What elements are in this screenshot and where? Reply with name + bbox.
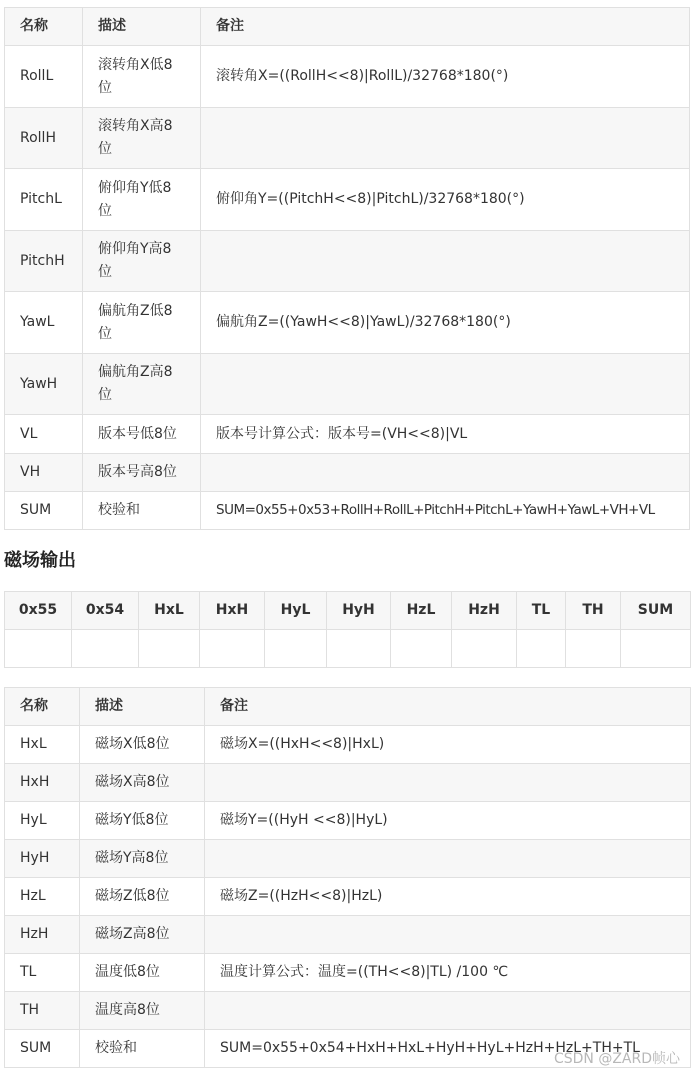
cell-note: 偏航角Z=((YawH<<8)|YawL)/32768*180(°) [201,292,690,354]
cell-description: 偏航角Z低8位 [83,292,201,354]
cell-name: RollH [5,108,83,169]
table-row [5,764,691,802]
cell-description: 磁场Z低8位 [80,878,205,916]
cell-description: 温度低8位 [80,954,205,992]
section-heading: 磁场输出 [4,550,76,571]
table-header-row [5,8,690,46]
cell-description: 滚转角X低8位 [83,46,201,108]
table-row [5,454,690,492]
table-row [5,802,691,840]
column-header-byte: HyL [265,592,327,630]
column-header-name: 名称 [5,688,80,726]
table-row [5,46,690,108]
cell-name: PitchL [5,169,83,231]
table-row [5,840,691,878]
cell-description: 磁场X高8位 [80,764,205,802]
empty-cell [621,630,691,668]
table-row [5,108,690,169]
empty-cell [517,630,566,668]
empty-cell [139,630,200,668]
cell-description: 磁场Y低8位 [80,802,205,840]
cell-note [205,840,691,878]
cell-description: 俯仰角Y高8位 [83,231,201,292]
empty-cell [452,630,517,668]
table-row [5,169,690,231]
table-row [5,954,691,992]
table-row [5,292,690,354]
table-row [5,231,690,292]
cell-name: TH [5,992,80,1030]
cell-note [201,454,690,492]
table-row [5,878,691,916]
cell-note: 俯仰角Y=((PitchH<<8)|PitchL)/32768*180(°) [201,169,690,231]
packet-layout-table [4,591,691,668]
cell-name: HzL [5,878,80,916]
cell-note [205,992,691,1030]
column-header-note: 备注 [201,8,690,46]
empty-cell [566,630,621,668]
cell-note [201,231,690,292]
cell-note: SUM=0x55+0x53+RollH+RollL+PitchH+PitchL+YawH+YawL+VH+VL [201,492,690,530]
empty-cell [5,630,72,668]
cell-name: SUM [5,1030,80,1068]
cell-name: TL [5,954,80,992]
cell-note: 磁场Z=((HzH<<8)|HzL) [205,878,691,916]
cell-name: SUM [5,492,83,530]
column-header-byte: 0x54 [72,592,139,630]
empty-cell [327,630,391,668]
cell-description: 磁场X低8位 [80,726,205,764]
empty-cell [72,630,139,668]
empty-cell [200,630,265,668]
cell-name: YawL [5,292,83,354]
table-header-row [5,688,691,726]
cell-description: 温度高8位 [80,992,205,1030]
column-header-byte: HxL [139,592,200,630]
table-header-row [5,592,691,630]
cell-note: SUM=0x55+0x54+HxH+HxL+HyH+HyL+HzH+HzL+TH+TL [205,1030,691,1068]
column-header-byte: HyH [327,592,391,630]
table-row [5,916,691,954]
cell-note: 版本号计算公式：版本号=(VH<<8)|VL [201,415,690,454]
table-row [5,354,690,415]
cell-description: 滚转角X高8位 [83,108,201,169]
cell-note: 磁场X=((HxH<<8)|HxL) [205,726,691,764]
column-header-name: 名称 [5,8,83,46]
cell-description: 校验和 [80,1030,205,1068]
column-header-description: 描述 [80,688,205,726]
cell-description: 版本号高8位 [83,454,201,492]
table-row [5,630,691,668]
column-header-description: 描述 [83,8,201,46]
column-header-byte: TH [566,592,621,630]
column-header-byte: HzH [452,592,517,630]
cell-note: 磁场Y=((HyH <<8)|HyL) [205,802,691,840]
table-row [5,415,690,454]
cell-name: PitchH [5,231,83,292]
column-header-note: 备注 [205,688,691,726]
cell-note: 温度计算公式：温度=((TH<<8)|TL) /100 ℃ [205,954,691,992]
cell-note [201,108,690,169]
table-row [5,726,691,764]
cell-name: YawH [5,354,83,415]
column-header-byte: HzL [391,592,452,630]
cell-description: 版本号低8位 [83,415,201,454]
table-row [5,992,691,1030]
table-row [5,492,690,530]
cell-name: HyL [5,802,80,840]
empty-cell [391,630,452,668]
column-header-byte: SUM [621,592,691,630]
cell-description: 校验和 [83,492,201,530]
watermark: CSDN @ZARD帧心 [553,1051,680,1067]
cell-description: 俯仰角Y低8位 [83,169,201,231]
column-header-byte: HxH [200,592,265,630]
cell-note [201,354,690,415]
angle-fields-table [4,7,690,530]
empty-cell [265,630,327,668]
cell-name: HyH [5,840,80,878]
cell-note: 滚转角X=((RollH<<8)|RollL)/32768*180(°) [201,46,690,108]
cell-name: RollL [5,46,83,108]
cell-name: HzH [5,916,80,954]
column-header-byte: 0x55 [5,592,72,630]
cell-description: 磁场Y高8位 [80,840,205,878]
cell-note [205,764,691,802]
cell-name: VH [5,454,83,492]
cell-name: HxH [5,764,80,802]
cell-name: HxL [5,726,80,764]
magnetic-fields-table [4,687,691,1068]
cell-note [205,916,691,954]
cell-description: 磁场Z高8位 [80,916,205,954]
cell-description: 偏航角Z高8位 [83,354,201,415]
column-header-byte: TL [517,592,566,630]
cell-name: VL [5,415,83,454]
